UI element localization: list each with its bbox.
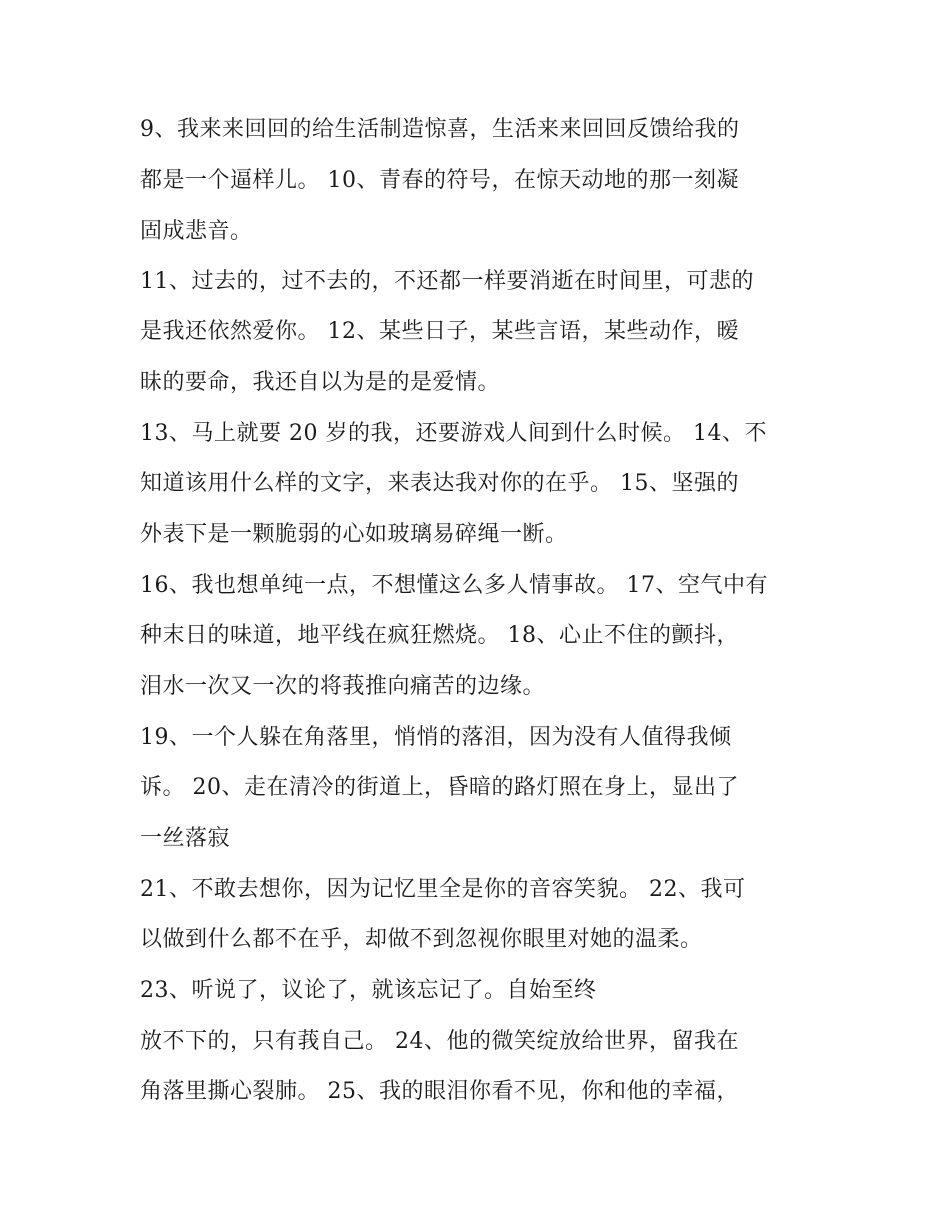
text-line: 固成悲音。 [140, 219, 253, 244]
text-line: 种末日的味道，地平线在疯狂燃烧。 18、心止不住的颤抖， [140, 623, 739, 648]
text-line: 知道该用什么样的文字，来表达我对你的在乎。 15、坚强的 [140, 471, 739, 496]
text-line: 11、过去的，过不去的，不还都一样要消逝在时间里，可悲的 [140, 269, 754, 294]
text-line: 放不下的，只有莪自己。 24、他的微笑绽放给世界，留我在 [140, 1029, 739, 1054]
text-line: 16、我也想单纯一点，不想懂这么多人情事故。 17、空气中有 [140, 573, 768, 598]
text-line: 诉。 20、走在清冷的街道上，昏暗的路灯照在身上，显出了 [140, 775, 739, 800]
text-line: 9、我来来回回的给生活制造惊喜，生活来来回回反馈给我的 [140, 117, 740, 142]
text-line: 都是一个逼样儿。 10、青春的符号，在惊天动地的那一刻凝 [140, 168, 739, 193]
text-line: 19、一个人躲在角落里，悄悄的落泪，因为没有人值得我倾 [140, 725, 732, 750]
text-line: 外表下是一颗脆弱的心如玻璃易碎绳一断。 [140, 522, 568, 547]
text-line: 一丝落寂 [140, 826, 231, 851]
text-line: 角落里撕心裂肺。 25、我的眼泪你看不见，你和他的幸福， [140, 1079, 739, 1104]
text-line: 21、不敢去想你，因为记忆里全是你的音容笑貌。 22、我可 [140, 877, 746, 902]
text-line: 泪水一次又一次的将莪推向痛苦的边缘。 [140, 674, 546, 699]
text-line: 13、马上就要 20 岁的我，还要游戏人间到什么时候。 14、不 [140, 421, 767, 446]
text-line: 23、听说了，议论了，就该忘记了。自始至终 [140, 978, 597, 1003]
text-line: 是我还依然爱你。 12、某些日子，某些言语，某些动作，暧 [140, 319, 739, 344]
text-line: 昧的要命，我还自以为是的是爱情。 [140, 370, 501, 395]
text-line: 以做到什么都不在乎，却做不到忽视你眼里对她的温柔。 [140, 927, 703, 952]
